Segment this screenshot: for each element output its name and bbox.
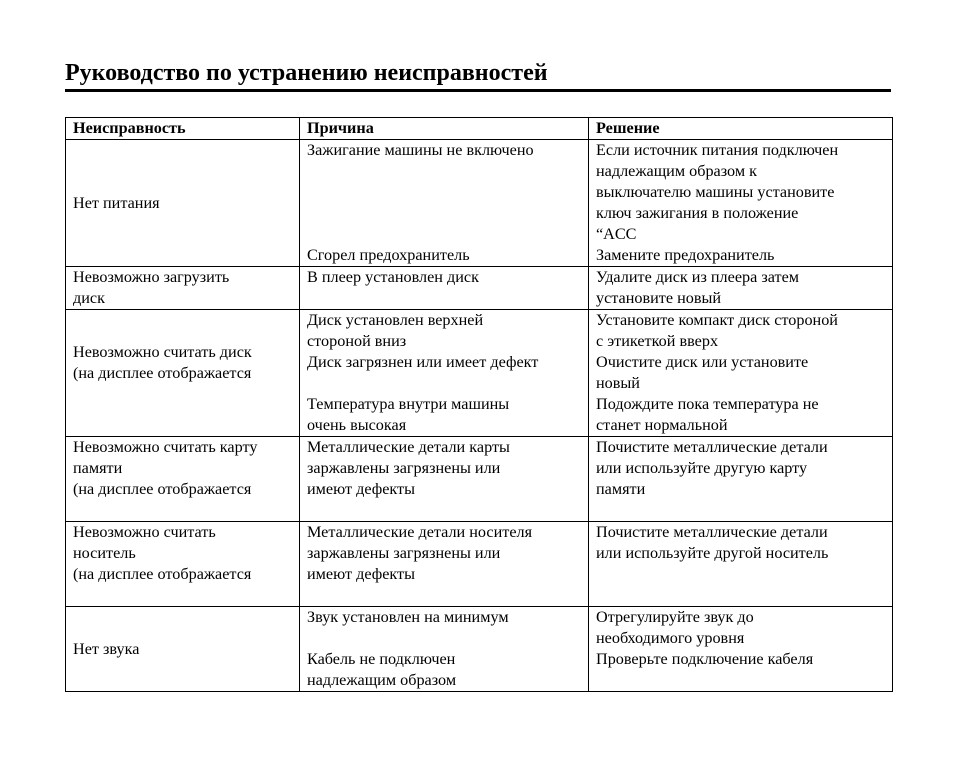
solution-text: Если источник питания подключен	[596, 141, 839, 159]
cause-text: Сгорел предохранитель	[307, 246, 470, 264]
solution-text: Почистите металлические детали	[596, 438, 828, 456]
header-fault: Неисправность	[66, 118, 300, 140]
fault-cell	[66, 310, 300, 437]
solution-text: памяти	[596, 480, 646, 498]
fault-cell	[66, 140, 300, 267]
fault-text: Невозможно считать диск	[73, 343, 252, 361]
cause-cell	[300, 310, 589, 437]
fault-text: диск	[73, 289, 105, 307]
table-row	[66, 522, 893, 607]
table-row	[66, 310, 893, 437]
fault-text: (на дисплее отображается	[73, 480, 252, 498]
solution-text: “ACC	[596, 225, 637, 243]
solution-text: станет нормальной	[596, 416, 728, 434]
cause-text: имеют дефекты	[307, 480, 415, 498]
cause-text: стороной вниз	[307, 332, 407, 350]
solution-text: Отрегулируйте звук до	[596, 608, 754, 626]
page-title: Руководство по устранению неисправностей	[65, 58, 891, 92]
solution-text: Подождите пока температура не	[596, 395, 819, 413]
solution-cell	[589, 267, 893, 310]
table-header-row	[66, 118, 893, 140]
cause-text: Кабель не подключен	[307, 650, 456, 668]
fault-text: Невозможно считать карту	[73, 438, 258, 456]
cause-text: Диск установлен верхней	[307, 311, 484, 329]
cause-cell	[300, 437, 589, 522]
fault-cell	[66, 267, 300, 310]
solution-text: Проверьте подключение кабеля	[596, 650, 814, 668]
solution-text: необходимого уровня	[596, 629, 745, 647]
cause-cell	[300, 607, 589, 692]
cause-text: Металлические детали карты	[307, 438, 510, 456]
solution-text: с этикеткой вверх	[596, 332, 719, 350]
solution-text: выключателю машины установите	[596, 183, 835, 201]
cause-text: заржавлены загрязнены или	[307, 459, 501, 477]
solution-text: или используйте другую карту	[596, 459, 808, 477]
solution-cell	[589, 140, 893, 267]
solution-text: или используйте другой носитель	[596, 544, 829, 562]
fault-text: носитель	[73, 544, 136, 562]
header-solution: Решение	[589, 118, 893, 140]
fault-text: Нет питания	[73, 193, 160, 212]
cause-text: Зажигание машины не включено	[307, 141, 534, 159]
solution-text: установите новый	[596, 289, 722, 307]
solution-text: Удалите диск из плеера затем	[596, 268, 799, 286]
solution-cell	[589, 437, 893, 522]
fault-text: (на дисплее отображается	[73, 364, 252, 382]
fault-text: (на дисплее отображается	[73, 565, 252, 583]
cause-text: заржавлены загрязнены или	[307, 544, 501, 562]
solution-text: Замените предохранитель	[596, 246, 775, 264]
fault-text: Невозможно загрузить	[73, 268, 230, 286]
table-row	[66, 437, 893, 522]
solution-text: новый	[596, 374, 640, 392]
cause-text: имеют дефекты	[307, 565, 415, 583]
fault-text: памяти	[73, 459, 123, 477]
cause-text: очень высокая	[307, 416, 407, 434]
solution-text: ключ зажигания в положение	[596, 204, 799, 222]
cause-text: надлежащим образом	[307, 671, 457, 689]
fault-cell	[66, 522, 300, 607]
solution-text: Установите компакт диск стороной	[596, 311, 838, 329]
cause-cell	[300, 140, 589, 267]
fault-text: Невозможно считать	[73, 523, 216, 541]
cause-cell	[300, 267, 589, 310]
solution-cell	[589, 522, 893, 607]
table-row	[66, 607, 893, 692]
fault-text: Нет звука	[73, 639, 140, 658]
cause-text: Диск загрязнен или имеет дефект	[307, 353, 539, 371]
fault-cell	[66, 437, 300, 522]
table-row	[66, 267, 893, 310]
solution-cell	[589, 607, 893, 692]
cause-text: Металлические детали носителя	[307, 523, 533, 541]
solution-text: Очистите диск или установите	[596, 353, 809, 371]
header-cause: Причина	[300, 118, 589, 140]
solution-cell	[589, 310, 893, 437]
troubleshooting-table	[65, 117, 893, 692]
cause-text: Температура внутри машины	[307, 395, 510, 413]
solution-text: надлежащим образом к	[596, 162, 757, 180]
cause-cell	[300, 522, 589, 607]
solution-text: Почистите металлические детали	[596, 523, 828, 541]
fault-cell	[66, 607, 300, 692]
table-row	[66, 140, 893, 267]
cause-text: Звук установлен на минимум	[307, 608, 509, 626]
cause-text: В плеер установлен диск	[307, 268, 479, 286]
